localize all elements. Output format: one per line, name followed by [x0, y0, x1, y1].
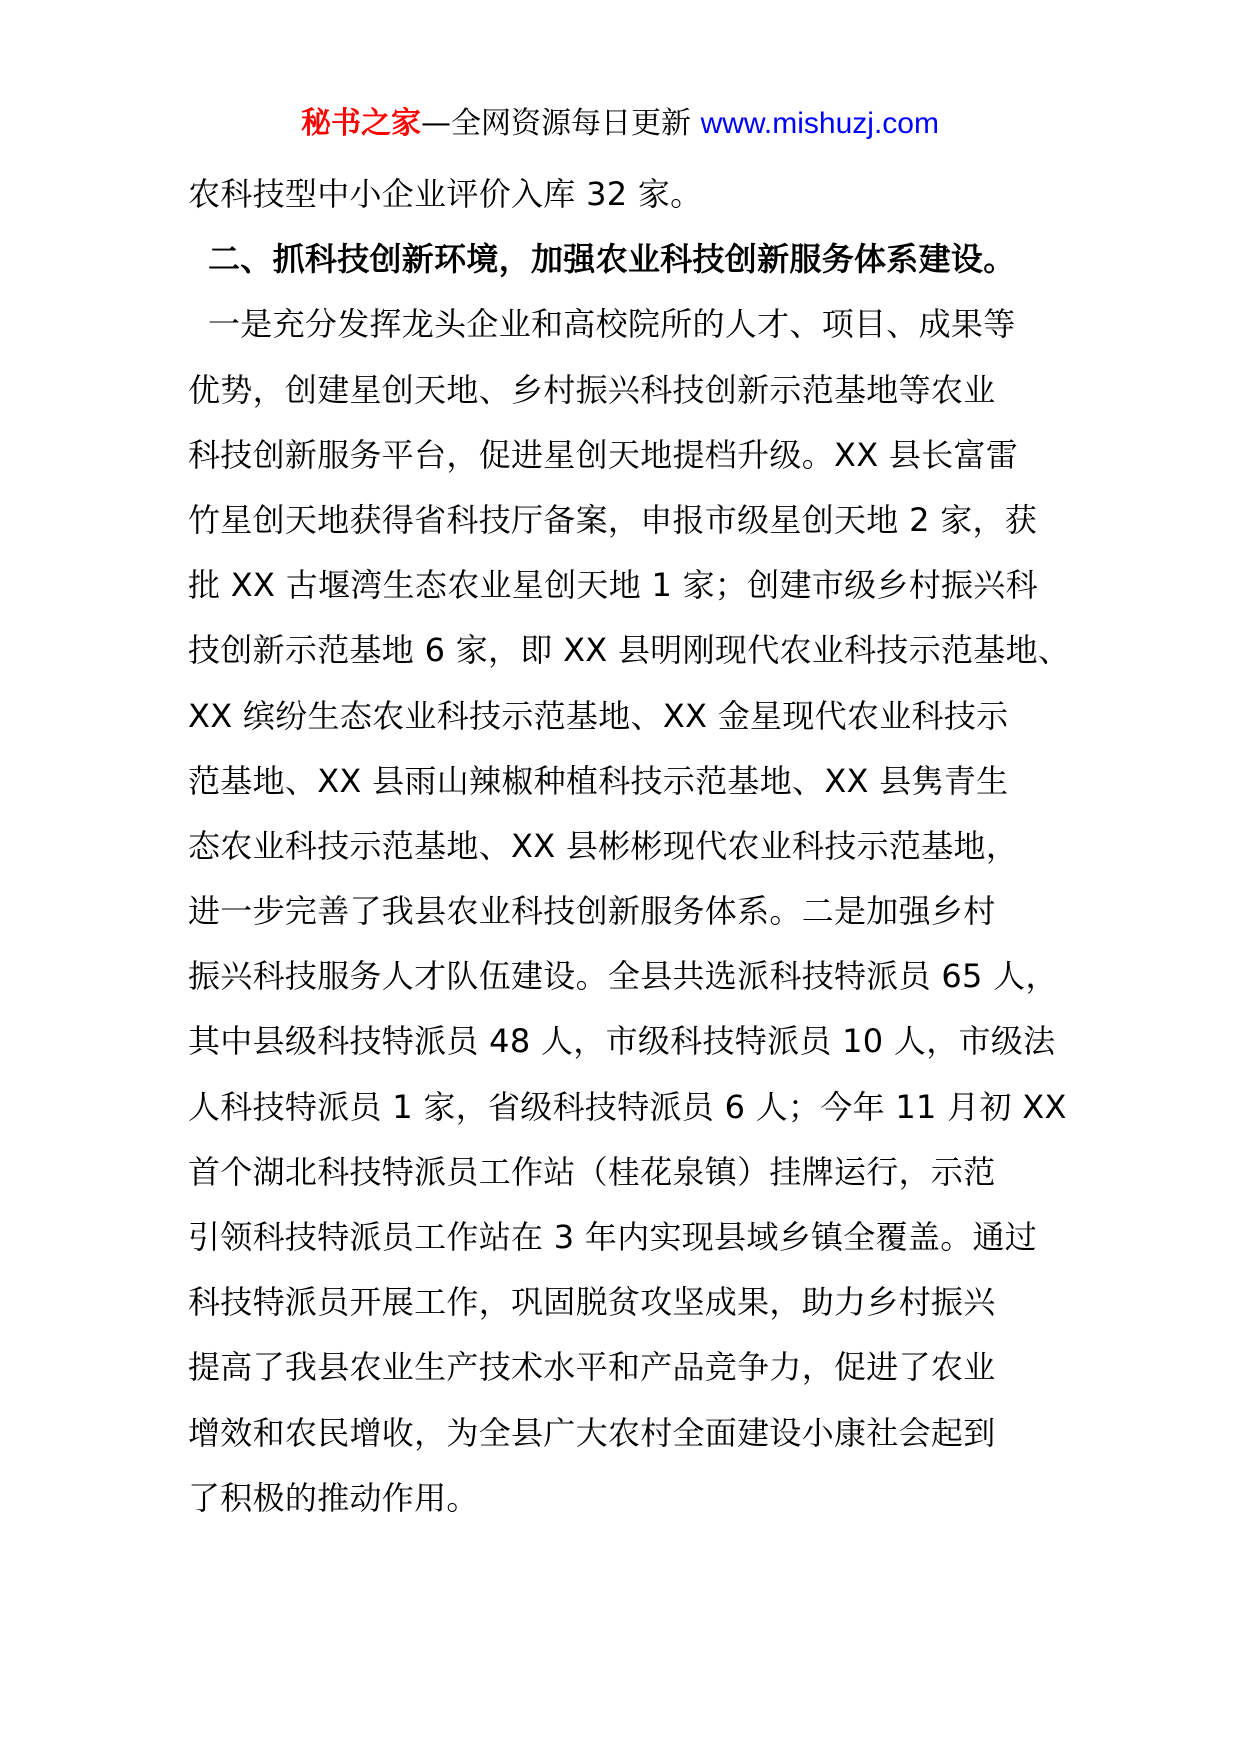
text-line: 农科技型中小企业评价入库 32 家。	[188, 175, 703, 213]
text-line: XX 缤纷生态农业科技示范基地、XX 金星现代农业科技示	[188, 696, 1009, 735]
text-line: 进一步完善了我县农业科技创新服务体系。二是加强乡村	[188, 892, 996, 931]
text-line: 人科技特派员 1 家，省级科技特派员 6 人；今年 11 月初 XX	[188, 1087, 1067, 1126]
text-line: 态农业科技示范基地、XX 县彬彬现代农业科技示范基地，	[188, 826, 1019, 865]
text-line: 一是充分发挥龙头企业和高校院所的人才、项目、成果等	[208, 305, 1016, 344]
text-line: 振兴科技服务人才队伍建设。全县共选派科技特派员 65 人，	[188, 957, 1058, 996]
section-heading: 二、抓科技创新环境，加强农业科技创新服务体系建设。	[208, 240, 1016, 279]
text-line: 了积极的推动作用。	[188, 1478, 479, 1517]
text-line: 其中县级科技特派员 48 人，市级科技特派员 10 人，市级法	[188, 1022, 1056, 1061]
text-line: 竹星创天地获得省科技厅备案，申报市级星创天地 2 家，获	[188, 500, 1038, 539]
text-line: 科技创新服务平台，促进星创天地提档升级。XX 县长富雷	[188, 435, 1019, 474]
text-line: 增效和农民增收，为全县广大农村全面建设小康社会起到	[188, 1413, 996, 1452]
brand-name: 秘书之家	[301, 106, 422, 141]
text-line: 引领科技特派员工作站在 3 年内实现县域乡镇全覆盖。通过	[188, 1218, 1038, 1256]
text-line: 首个湖北科技特派员工作站（桂花泉镇）挂牌运行，示范	[188, 1152, 996, 1191]
text-line: 科技特派员开展工作，巩固脱贫攻坚成果，助力乡村振兴	[188, 1283, 996, 1322]
text-line: 提高了我县农业生产技术水平和产品竞争力，促进了农业	[188, 1348, 996, 1387]
text-line: 范基地、XX 县雨山辣椒种植科技示范基地、XX 县隽青生	[188, 761, 1009, 800]
text-line: 批 XX 古堰湾生态农业星创天地 1 家；创建市级乡村振兴科	[188, 566, 1038, 605]
document-body	[188, 162, 1088, 1531]
header-slogan: —全网资源每日更新	[421, 106, 701, 141]
website-link[interactable]: www.mishuzj.com	[700, 107, 939, 140]
text-line: 技创新示范基地 6 家，即 XX 县明刚现代农业科技示范基地、	[188, 631, 1071, 670]
page-header	[0, 98, 1240, 150]
text-line: 优势，创建星创天地、乡村振兴科技创新示范基地等农业	[188, 370, 996, 409]
